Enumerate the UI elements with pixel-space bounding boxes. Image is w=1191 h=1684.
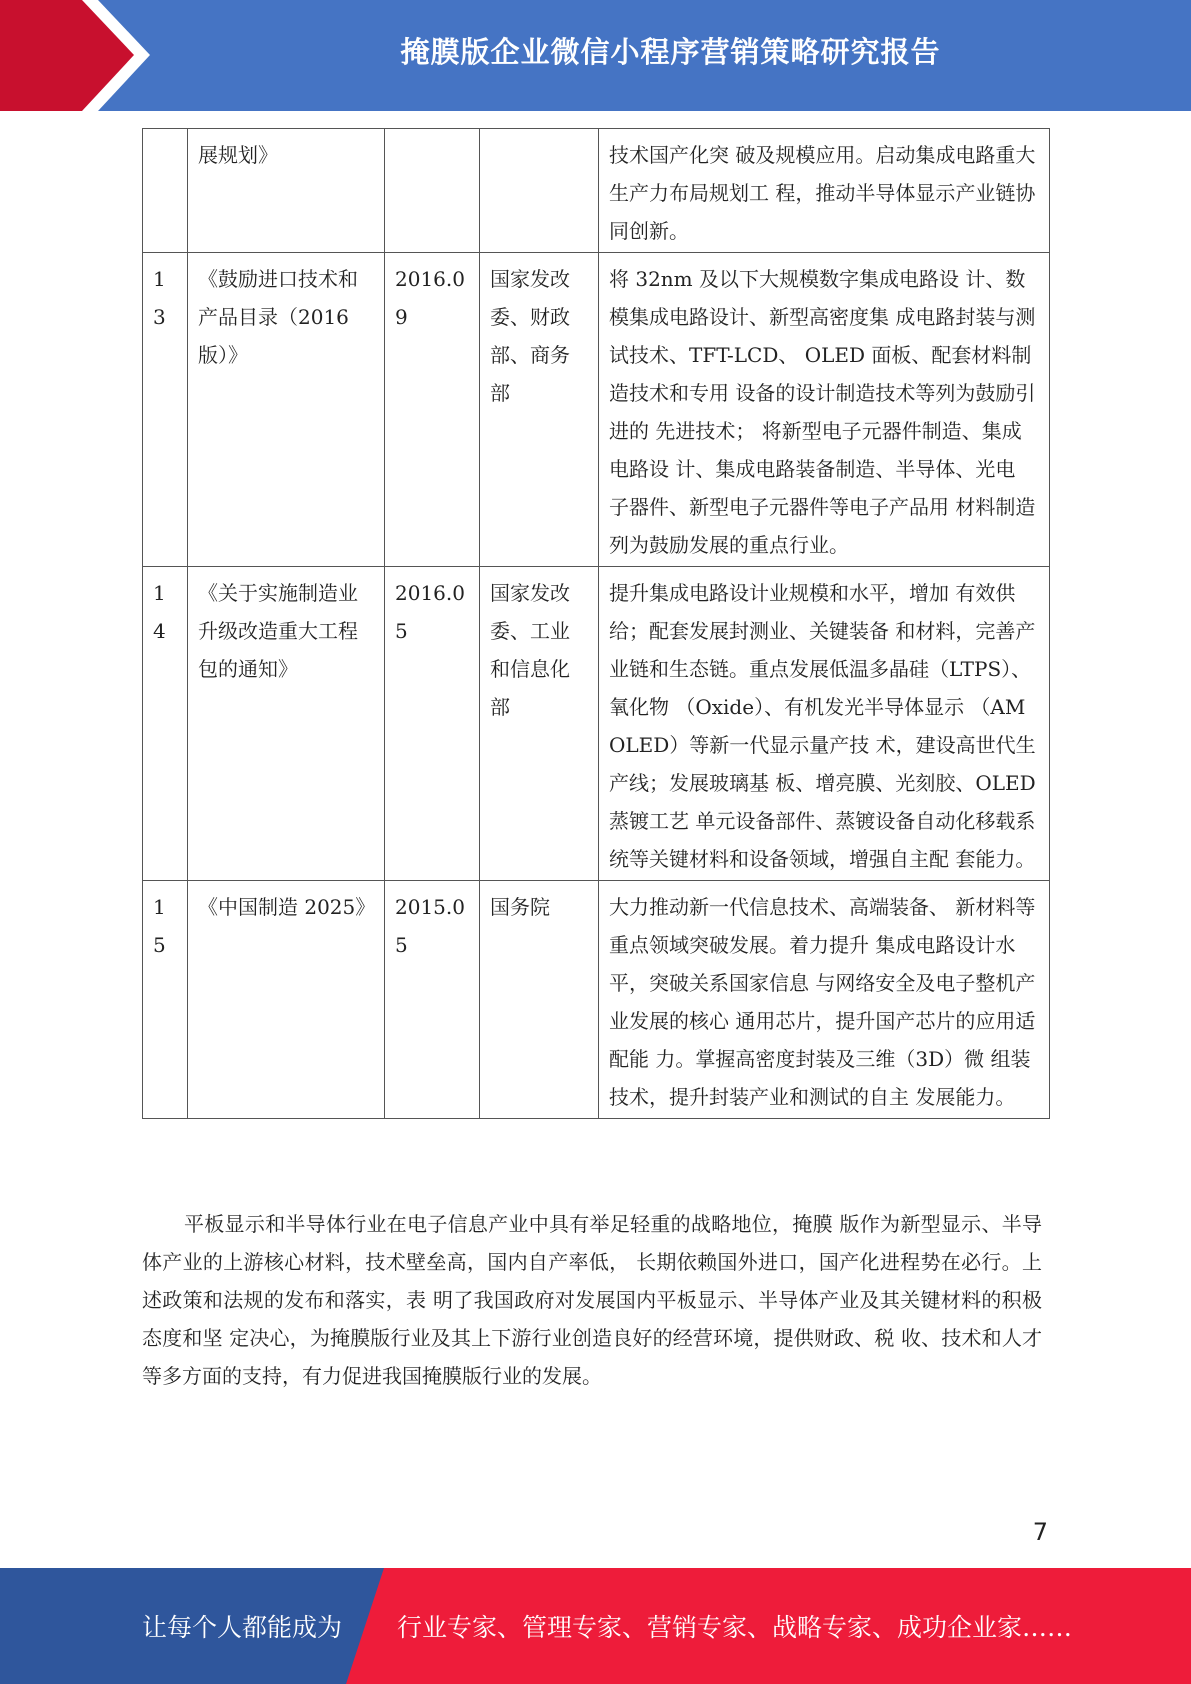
policy-content: 技术国产化突 破及规模应用。启动集成电路重大生产力布局规划工 程，推动半导体显示产业链协同创新。 [599, 129, 1050, 253]
table-row [143, 129, 1050, 253]
policy-date: 2015.05 [385, 881, 480, 1119]
page-footer [0, 1568, 1191, 1684]
policy-name: 《中国制造 2025》 [188, 881, 385, 1119]
policy-department [480, 129, 599, 253]
row-number: 15 [143, 881, 188, 1119]
policy-date [385, 129, 480, 253]
row-number: 14 [143, 567, 188, 881]
policy-name: 《关于实施制造业升级改造重大工程包的通知》 [188, 567, 385, 881]
report-title: 掩膜版企业微信小程序营销策略研究报告 [400, 34, 941, 69]
policy-date: 2016.09 [385, 253, 480, 567]
footer-slogan-right: 行业专家、管理专家、营销专家、战略专家、成功企业家…… [397, 1613, 1073, 1642]
policy-content: 将 32nm 及以下大规模数字集成电路设 计、数模集成电路设计、新型高密度集 成电路封装与测试技术、TFT-LCD、 OLED 面板、配套材料制造技术和专用 设备的设计制造技术等列为鼓励引进的 先进技术； 将新型电子元器件制造、集成电路设 计、集成电路装备制造、半导体、光电 子器件、新型电子元器件等电子产品用 材料制造列为鼓励发展的重点行业。 [599, 253, 1050, 567]
body-paragraph: 平板显示和半导体行业在电子信息产业中具有举足轻重的战略地位，掩膜 版作为新型显示、半导体产业的上游核心材料，技术壁垒高，国内自产率低， 长期依赖国外进口，国产化进程势在必行。上述政策和法规的发布和落实，表 明了我国政府对发展国内平板显示、半导体产业及其关键材料的积极态度和坚 定决心，为掩膜版行业及其上下游行业创造良好的经营环境，提供财政、税 收、技术和人才等多方面的支持，有力促进我国掩膜版行业的发展。 [142, 1212, 1042, 1388]
row-number: 13 [143, 253, 188, 567]
row-number [143, 129, 188, 253]
policy-department: 国家发改委、财政部、商务部 [480, 253, 599, 567]
table-row [143, 881, 1050, 1119]
policy-department: 国务院 [480, 881, 599, 1119]
policy-name: 《鼓励进口技术和产品目录（2016版）》 [188, 253, 385, 567]
policy-table [142, 128, 1050, 1119]
policy-name: 展规划》 [188, 129, 385, 253]
policy-date: 2016.05 [385, 567, 480, 881]
page-header [0, 0, 1191, 111]
footer-slogan-left: 让每个人都能成为 [142, 1613, 343, 1642]
policy-content: 大力推动新一代信息技术、高端装备、 新材料等重点领域突破发展。着力提升 集成电路设计水平，突破关系国家信息 与网络安全及电子整机产业发展的核心 通用芯片，提升国产芯片的应用适配能 力。掌握高密度封装及三维（3D）微 组装技术，提升封装产业和测试的自主 发展能力。 [599, 881, 1050, 1119]
table-row [143, 567, 1050, 881]
page-number: 7 [1032, 1518, 1048, 1546]
policy-content: 提升集成电路设计业规模和水平，增加 有效供给；配套发展封测业、关键装备 和材料，完善产业链和生态链。重点发展低温多晶硅（LTPS）、氧化物 （Oxide）、有机发光半导体显示 （AMOLED）等新一代显示量产技 术，建设高世代生产线；发展玻璃基 板、增亮膜、光刻胶、OLED 蒸镀工艺 单元设备部件、蒸镀设备自动化移载系 统等关键材料和设备领域，增强自主配 套能力。 [599, 567, 1050, 881]
table-row [143, 253, 1050, 567]
policy-department: 国家发改委、工业和信息化部 [480, 567, 599, 881]
